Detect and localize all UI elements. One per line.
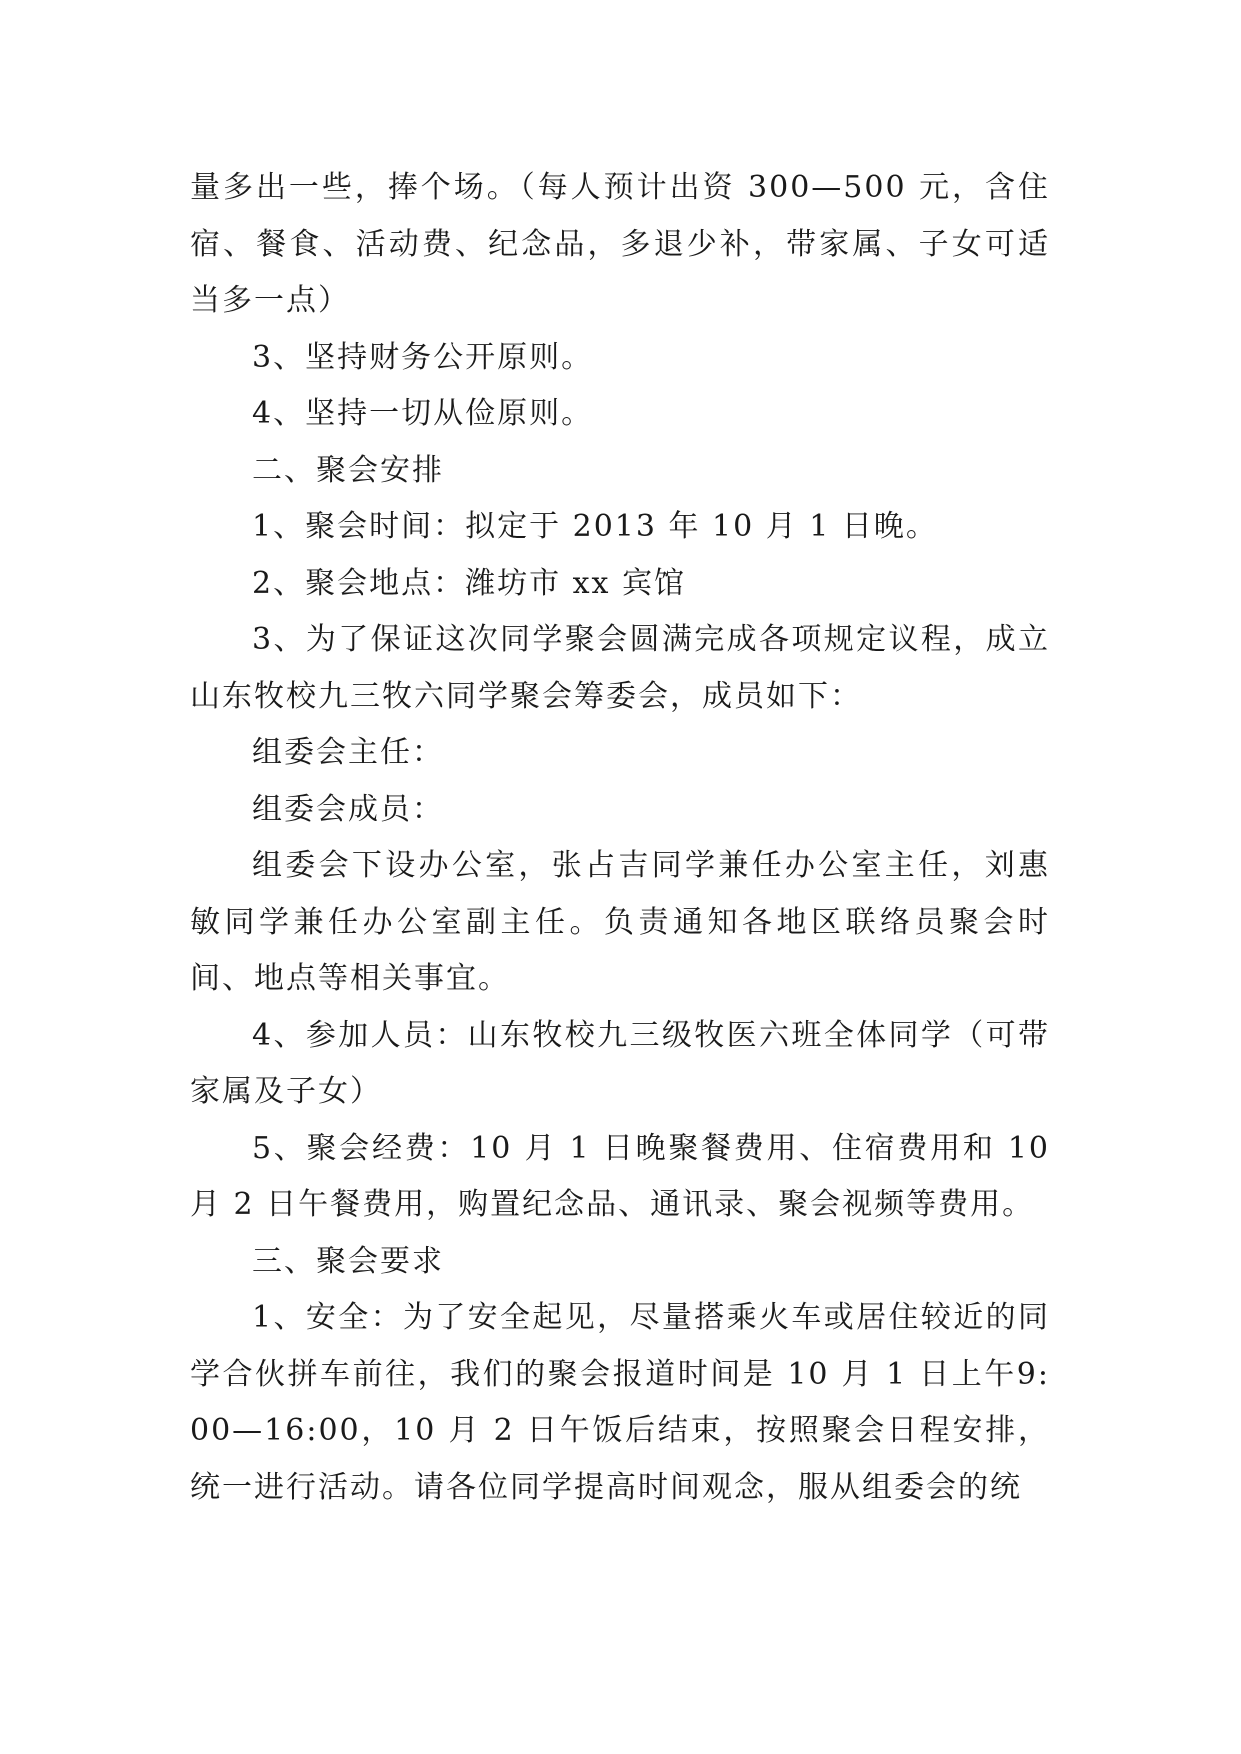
paragraph-committee-members: 组委会成员： (252, 791, 444, 827)
document-body (190, 160, 1062, 1516)
paragraph-thrift-principle: 4、坚持一切从俭原则。 (252, 396, 594, 431)
section-heading-arrangement: 二、聚会安排 (252, 452, 444, 488)
paragraph-finance-principle: 3、坚持财务公开原则。 (252, 339, 594, 375)
paragraph-expenses: 5、聚会经费：10 月 1 日晚聚餐费用、住宿费用和 10 月 2 日午餐费用，购置纪念品、通讯录、聚会视频等费用。 (190, 1130, 1062, 1222)
section-heading-requirements: 三、聚会要求 (252, 1243, 444, 1279)
paragraph-funding-note: 量多出一些，捧个场。（每人预计出资 300—500 元，含住宿、餐食、活动费、纪念品，多退少补，带家属、子女可适当多一点） (190, 170, 1050, 318)
paragraph-committee-director: 组委会主任： (252, 735, 444, 770)
paragraph-committee-office: 组委会下设办公室，张占吉同学兼任办公室主任，刘惠敏同学兼任办公室副主任。负责通知各地区联络员聚会时间、地点等相关事宜。 (190, 848, 1050, 996)
paragraph-participants: 4、参加人员：山东牧校九三级牧医六班全体同学（可带家属及子女） (190, 1017, 1050, 1109)
paragraph-safety: 1、安全：为了安全起见，尽量搭乘火车或居住较近的同学合伙拼车前往，我们的聚会报道时间是 10 月 1 日上午9:00—16:00，10 月 2 日午饭后结束，按照聚会日程安排，统一进行活动。请各位同学提高时间观念，服从组委会的统 (190, 1300, 1050, 1505)
paragraph-reunion-time: 1、聚会时间：拟定于 2013 年 10 月 1 日晚。 (252, 509, 938, 544)
paragraph-committee-setup: 3、为了保证这次同学聚会圆满完成各项规定议程，成立山东牧校九三牧六同学聚会筹委会，成员如下： (190, 622, 1050, 714)
paragraph-reunion-location: 2、聚会地点：潍坊市 xx 宾馆 (252, 565, 686, 601)
